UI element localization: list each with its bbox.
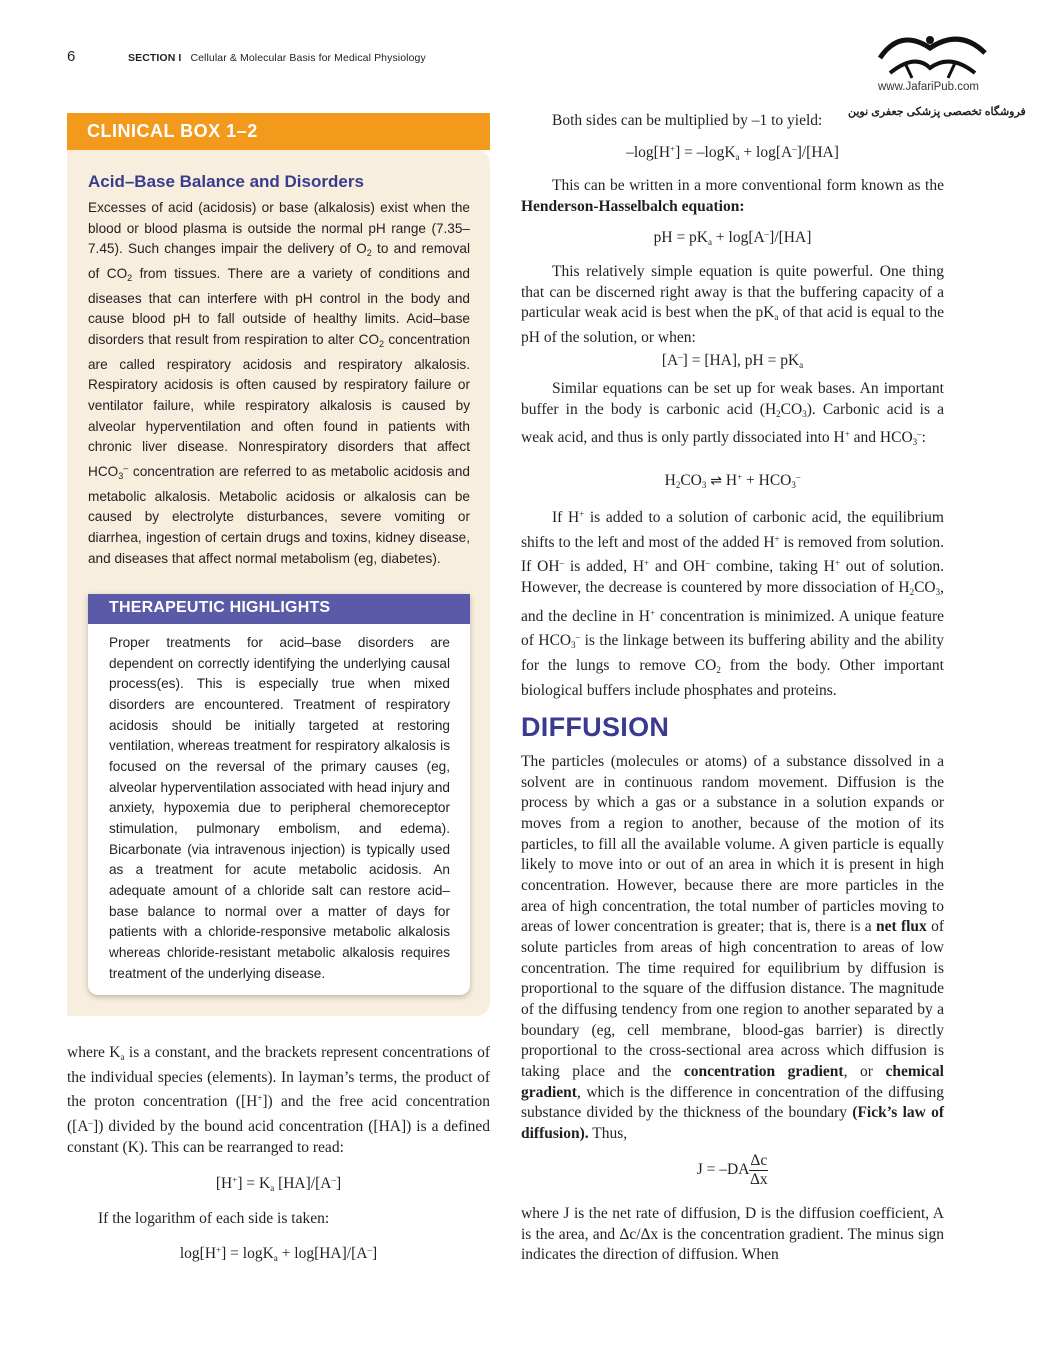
paragraph: where $K_a$ is a constant, and the brackets represent concentrations of the individual species (elements). In layman’s terms, the product of the proton concentration ([H+]) and the free acid concentration ([A–]) divided by the bound acid concentration ([HA]) is a defined constant (K). This can be rearranged to read: (67, 1044, 491, 1156)
therapeutic-highlights-header (88, 594, 470, 624)
publisher-url: www.JafariPub.com (878, 81, 979, 93)
clinical-box-label: CLINICAL BOX 1–2 (87, 121, 258, 141)
publisher-logo (860, 18, 1000, 118)
paragraph: Similar equations can be set up for weak bases. An important buffer in the body is carbonic acid $(H_2CO_3)$. Carbonic acid is a weak acid, and thus is only partly dissociated into H+ and $HCO_3^-$: (521, 380, 944, 448)
ficks-law-equation (521, 1152, 944, 1192)
equation: $H_2CO_3$ ⇌ $H^+ + HCO_3^-$ (664, 472, 801, 490)
paragraph: This relatively simple equation is quite powerful. One thing that can be discerned right away is that the buffering capacity of a particular weak acid is best when the $pK_a$ of that acid is equal to the pH of the solution, or when: (521, 263, 944, 346)
paragraph: The particles (molecules or atoms) of a substance dissolved in a solvent are in continuous random movement. Diffusion is the process by which a gas or a substance in a solution expands or moves from a region to another, because of the motion of its particles, to fill all the available volume. A given particle is equally likely to move into or out of an area in which it is present in high concentration. However, because there are more particles in the area of high concentration, the total number of particles moving to areas of lower concentration is greater; that is, there is a net flux of solute particles from areas of high concentration to areas of low concentration. The time required for equilibrium by diffusion is proportional to the square of the diffusion distance. The magnitude of the diffusing tendency from one region to another separated by a boundary (eg, cell membrane, blood-gas barrier) is directly proportional to the cross-sectional area across which diffusion is taking place and the concentration gradient, or chemical gradient, which is the difference in concentration of the diffusing substance divided by the thickness of the boundary (Fick’s law of diffusion). Thus, (521, 753, 945, 1142)
publisher-name-persian: فروشگاه تخصصی پزشکی جعفری نوین (848, 106, 1026, 118)
therapeutic-highlights-text: Proper treatments for acid–base disorders are dependent on correctly identifying the underlying causal process(es). This is especially true when mixed disorders are encountered. Treatment of respiratory acidosis should be initially targeted at restoring ventilation, whereas treatment for respiratory alkalosis is focused on the reversal of the primary causes (eg, alveolar hyperventilation associated with head injury and anxiety, hypoxemia due to peripheral chemoreceptor stimulation, pulmonary embolism, and edema). Bicarbonate (via intravenous injection) is typically used as a treatment for acute metabolic acidosis. An adequate amount of a chloride salt can restore acid–base balance to normal over a matter of days for patients with a chloride-responsive metabolic alkalosis whereas chloride-resistant metabolic alkalosis requires treatment of the underlying disease. (109, 635, 450, 981)
equation: log[H+] = logK$_a$ + log[HA]/[A–] (179, 1245, 378, 1263)
equation-lhs: J = –DA (696, 1161, 750, 1179)
clinical-box-header (67, 113, 490, 150)
fraction (749, 1152, 768, 1189)
paragraph: If H+ is added to a solution of carbonic acid, the equilibrium shifts to the left and most of the added H+ is removed from solution. If OH– is added, H+ and OH– combine, taking H+ out of solution. However, the decrease is countered by more dissociation of $H_2CO_3$, and the decline in H+ concentration is minimized. A unique feature of $HCO_3^-$ is the linkage between its buffering ability and the ability for the lungs to remove $CO_2$ from the body. Other important biological buffers include phosphates and proteins. (521, 509, 945, 699)
clinical-box-text: Excesses of acid (acidosis) or base (alkalosis) exist when the blood or blood plasma is outside the normal pH range (7.35–7.45). Such changes impair the delivery of $O_2$ to and removal of $CO_2$ from tissues. There are a variety of conditions and diseases that can interfere with pH control in the body and cause blood pH to fall outside of healthy limits. Acid–base disorders that result from respiration to alter $CO_2$ concentration are called respiratory acidosis and respiratory alkalosis. Respiratory acidosis is often caused by respiratory failure or ventilator failure, while respiratory alkalosis is caused by alveolar hyperventilation and often found in patients with chronic liver disease. Nonrespiratory disorders that affect $HCO_3^-$ concentration are referred to as metabolic acidosis and metabolic alkalosis. Metabolic acidosis or alkalosis can be caused by electrolyte disturbances, severe vomiting or diarrhea, ingestion of certain drugs and toxins, kidney disease, and diseases that affect normal metabolism (eg, diabetes). (88, 200, 470, 566)
equation: [A–] = [HA], pH = $pK_a$ (661, 352, 804, 370)
clinical-box-title: Acid–Base Balance and Disorders (88, 172, 364, 191)
equation: pH = $pK_a + \log[A^-]/[HA]$ (653, 229, 812, 247)
running-header (128, 52, 426, 64)
paragraph: Both sides can be multiplied by –1 to yield: (552, 112, 823, 129)
fraction-numerator: Δc (750, 1152, 768, 1169)
page-number: 6 (67, 48, 76, 65)
fraction-denominator: Δx (749, 1171, 768, 1188)
section-title: Cellular & Molecular Basis for Medical Physiology (190, 52, 426, 64)
paragraph: If the logarithm of each side is taken: (98, 1210, 330, 1227)
paragraph: This can be written in a more conventional form known as the Henderson-Hasselbalch equation: (521, 177, 944, 215)
section-heading: DIFFUSION (521, 712, 670, 742)
therapeutic-highlights-label: THERAPEUTIC HIGHLIGHTS (109, 599, 331, 616)
paragraph: where J is the net rate of diffusion, D is the diffusion coefficient, A is the area, and Δc/Δx is the concentration gradient. The minus sign indicates the direction of diffusion. When (521, 1205, 944, 1264)
section-label: SECTION I (128, 52, 182, 64)
equation: –log[H+] = –logK$_a$ + log[A–]/[HA] (626, 144, 839, 162)
equation: $[H^+] = K_a$ [HA]/[A–] (215, 1175, 342, 1193)
